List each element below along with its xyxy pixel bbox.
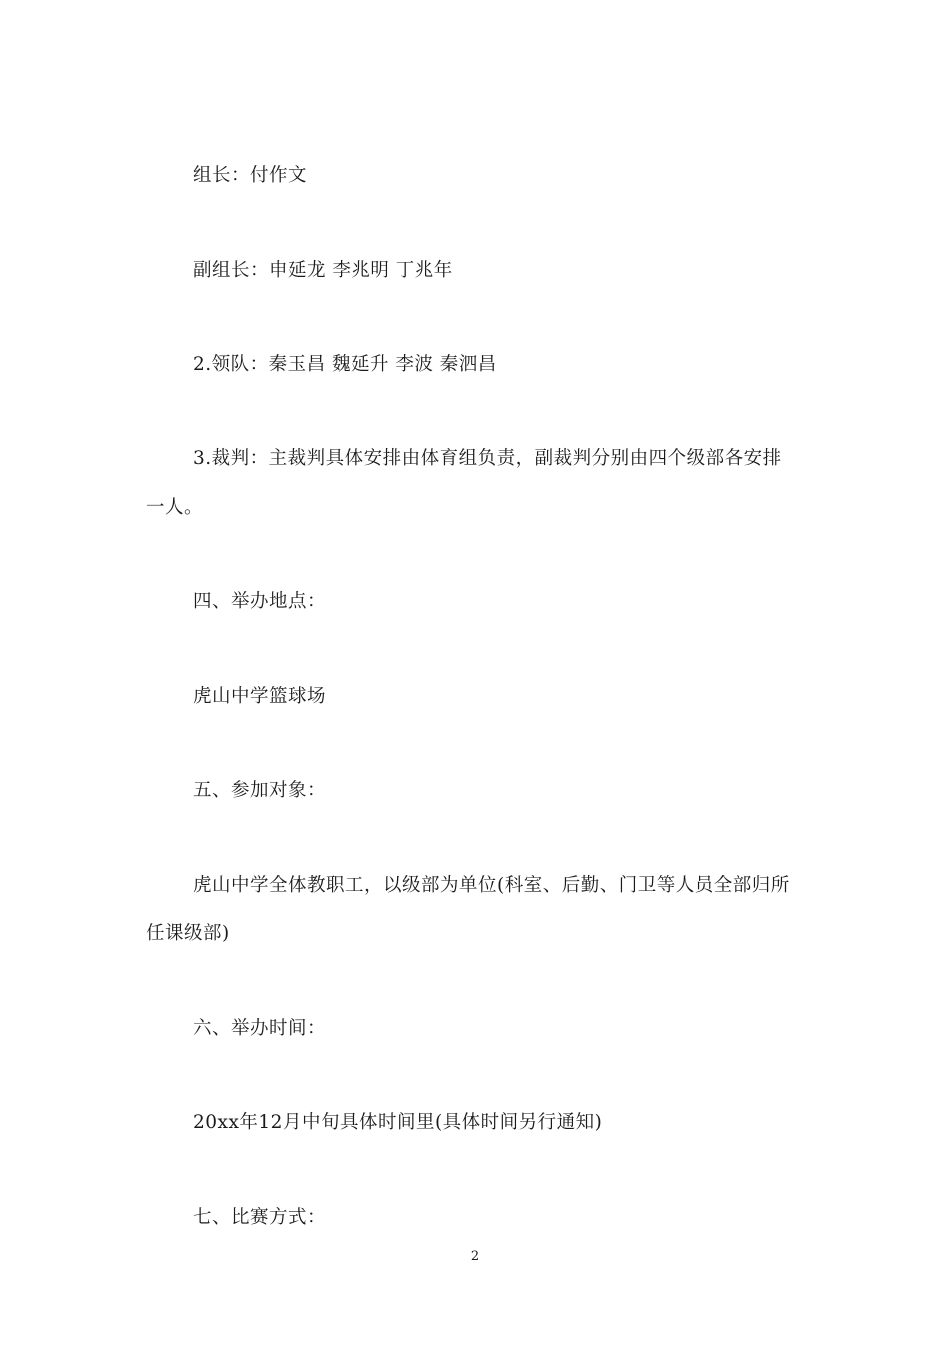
participants-line-2: 任课级部): [146, 923, 230, 944]
team-captains-line: 2.领队：秦玉昌 魏延升 李波 秦泗昌: [193, 354, 497, 375]
section-time-heading: 六、举办时间：: [193, 1018, 327, 1039]
time-text: 20xx年12月中旬具体时间里(具体时间另行通知): [193, 1112, 603, 1133]
referees-line-1: 3.裁判：主裁判具体安排由体育组负责，副裁判分别由四个级部各安排: [193, 448, 782, 469]
section-participants-heading: 五、参加对象：: [193, 780, 327, 801]
page-number: 2: [470, 1249, 480, 1264]
venue-text: 虎山中学篮球场: [193, 686, 327, 707]
participants-line-1: 虎山中学全体教职工，以级部为单位(科室、后勤、门卫等人员全部归所: [193, 875, 790, 896]
section-format-heading: 七、比赛方式：: [193, 1207, 327, 1228]
section-venue-heading: 四、举办地点：: [193, 591, 327, 612]
referees-line-2: 一人。: [146, 497, 204, 518]
team-leader-line: 组长：付作文: [193, 165, 308, 186]
deputy-leaders-line: 副组长：申延龙 李兆明 丁兆年: [193, 260, 453, 281]
